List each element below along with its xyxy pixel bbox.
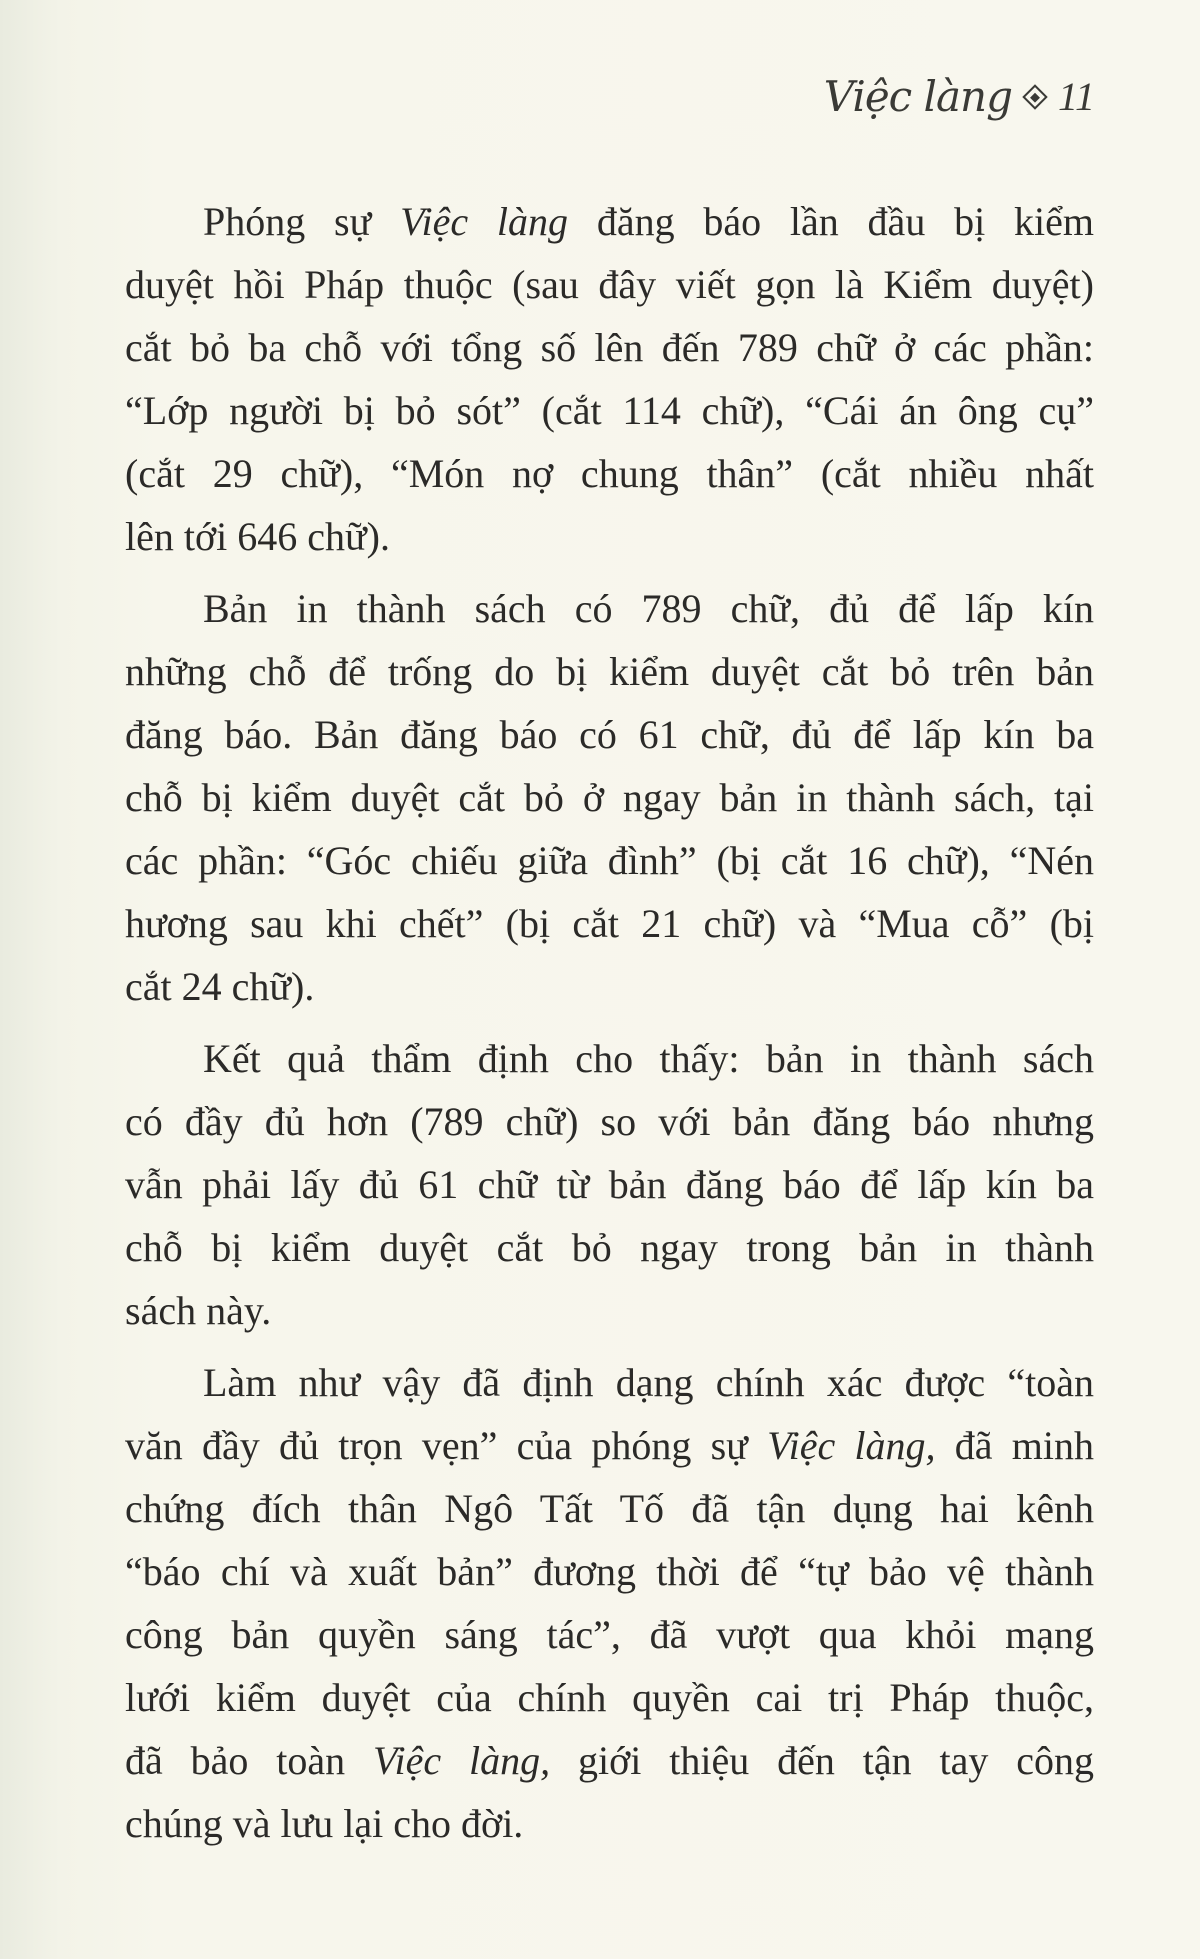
text-segment: văn đầy đủ trọn vẹn” của phóng sự	[125, 1423, 768, 1468]
italic-title-text: Việc làng	[400, 199, 569, 244]
text-line	[125, 1477, 1094, 1540]
text-segment: đăng báo lần đầu bị kiểm	[568, 199, 1094, 244]
text-line	[125, 640, 1094, 703]
text-line	[125, 190, 1094, 253]
text-line	[125, 1216, 1094, 1279]
text-line	[125, 253, 1094, 316]
text-line	[125, 1792, 1094, 1855]
book-title: Việc làng	[823, 72, 1012, 121]
italic-title-text: Việc làng,	[373, 1738, 551, 1783]
text-line	[125, 505, 1094, 568]
text-segment: đã minh	[935, 1423, 1095, 1468]
text-segment: đã bảo toàn	[125, 1738, 374, 1783]
text-segment: Làm như vậy đã định dạng chính xác được “toàn	[203, 1360, 1094, 1405]
text-line	[125, 577, 1094, 640]
italic-title-text: Việc làng,	[767, 1423, 936, 1468]
text-segment: Bản in thành sách có 789 chữ, đủ để lấp kín	[203, 586, 1094, 631]
text-line	[125, 1414, 1094, 1477]
text-segment: chỗ bị kiểm duyệt cắt bỏ ngay trong bản in thành	[125, 1225, 1094, 1270]
text-segment: công bản quyền sáng tác”, đã vượt qua khỏi mạng	[125, 1612, 1094, 1657]
text-line	[125, 703, 1094, 766]
paragraph	[125, 1351, 1094, 1855]
text-segment: duyệt hồi Pháp thuộc (sau đây viết gọn là Kiểm duyệt)	[125, 262, 1094, 307]
text-line	[125, 1153, 1094, 1216]
text-segment: hương sau khi chết” (bị cắt 21 chữ) và “Mua cỗ” (bị	[125, 901, 1094, 946]
text-line	[125, 442, 1094, 505]
paragraph	[125, 577, 1094, 1018]
text-line	[125, 316, 1094, 379]
text-segment: (cắt 29 chữ), “Món nợ chung thân” (cắt nhiều nhất	[125, 451, 1094, 496]
page-number: 11	[1057, 74, 1095, 119]
text-line	[125, 1540, 1094, 1603]
text-line	[125, 829, 1094, 892]
text-line	[125, 379, 1094, 442]
text-segment: chỗ bị kiểm duyệt cắt bỏ ở ngay bản in thành sách, tại	[125, 775, 1094, 820]
text-segment: giới thiệu đến tận tay công	[550, 1738, 1095, 1783]
text-line	[125, 1351, 1094, 1414]
text-segment: vẫn phải lấy đủ 61 chữ từ bản đăng báo để lấp kín ba	[125, 1162, 1094, 1207]
text-segment: những chỗ để trống do bị kiểm duyệt cắt bỏ trên bản	[125, 649, 1094, 694]
text-segment: “Lớp người bị bỏ sót” (cắt 114 chữ), “Cái án ông cụ”	[125, 388, 1094, 433]
text-segment: đăng báo. Bản đăng báo có 61 chữ, đủ để lấp kín ba	[125, 712, 1094, 757]
text-line	[125, 1090, 1094, 1153]
text-line	[125, 1027, 1094, 1090]
text-line	[125, 892, 1094, 955]
text-line	[125, 1729, 1094, 1792]
text-line	[125, 1279, 1094, 1342]
text-segment: Kết quả thẩm định cho thấy: bản in thành sách	[203, 1036, 1094, 1081]
text-segment: cắt 24 chữ).	[125, 964, 315, 1009]
diamond-ornament-icon	[1022, 84, 1047, 109]
text-segment: lên tới 646 chữ).	[125, 514, 390, 559]
text-segment: cắt bỏ ba chỗ với tổng số lên đến 789 chữ ở các phần:	[125, 325, 1094, 370]
text-segment: lưới kiểm duyệt của chính quyền cai trị Pháp thuộc,	[125, 1675, 1094, 1720]
body-text	[125, 190, 1094, 1864]
text-segment: các phần: “Góc chiếu giữa đình” (bị cắt 16 chữ), “Nén	[125, 838, 1094, 883]
text-segment: chứng đích thân Ngô Tất Tố đã tận dụng hai kênh	[125, 1486, 1094, 1531]
text-segment: có đầy đủ hơn (789 chữ) so với bản đăng báo nhưng	[125, 1099, 1094, 1144]
text-segment: chúng và lưu lại cho đời.	[125, 1801, 524, 1846]
paragraph	[125, 1027, 1094, 1342]
text-line	[125, 766, 1094, 829]
paragraph	[125, 190, 1094, 568]
running-header	[824, 72, 1095, 121]
text-segment: “báo chí và xuất bản” đương thời để “tự bảo vệ thành	[125, 1549, 1094, 1594]
text-line	[125, 1603, 1094, 1666]
text-line	[125, 955, 1094, 1018]
text-line	[125, 1666, 1094, 1729]
text-segment: Phóng sự	[203, 199, 401, 244]
text-segment: sách này.	[125, 1288, 272, 1333]
